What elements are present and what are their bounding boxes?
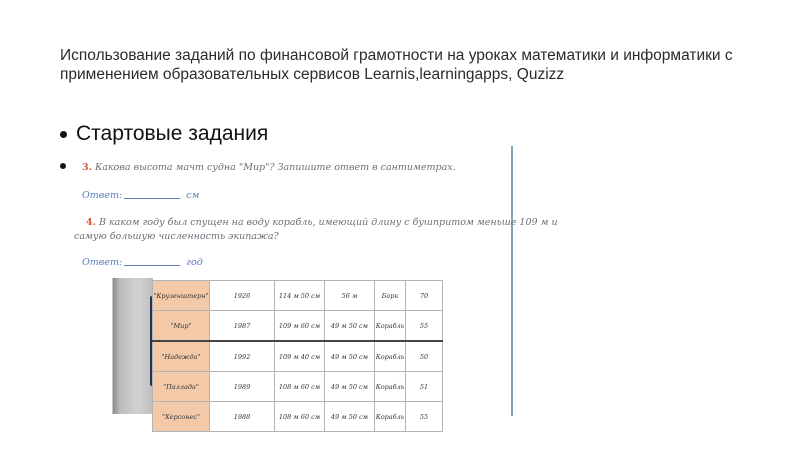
crew-cell: 51 bbox=[406, 372, 443, 402]
question-4 bbox=[74, 216, 558, 244]
crew-cell: 70 bbox=[406, 281, 443, 311]
answer-4-unit: год bbox=[186, 257, 203, 268]
ship-name-cell: "Надежда" bbox=[153, 341, 210, 372]
year-cell: 1992 bbox=[210, 341, 275, 372]
question-4-number: 4. bbox=[86, 217, 96, 228]
type-cell: Корабль bbox=[375, 341, 406, 372]
answer-4-label: Ответ: bbox=[82, 257, 123, 268]
question-4-line1: В каком году был спущен на воду корабль, имеющий длину с бушпритом меньше 109 м и bbox=[98, 217, 558, 228]
mast-height-cell: 49 м 50 см bbox=[325, 341, 375, 372]
bullet-dot-icon bbox=[60, 131, 67, 138]
ship-name-cell: "Крузенштерн" bbox=[153, 281, 210, 311]
ship-name-cell: "Мир" bbox=[153, 311, 210, 342]
answer-3-label: Ответ: bbox=[82, 190, 123, 201]
scan-border bbox=[511, 146, 513, 416]
question-3-text: Какова высота мачт судна "Мир"? Запишите ответ в сантиметрах. bbox=[94, 162, 456, 173]
year-cell: 1926 bbox=[210, 281, 275, 311]
answer-3 bbox=[82, 190, 199, 201]
sub-bullet-dot-icon bbox=[60, 163, 66, 169]
type-cell: Барк bbox=[375, 281, 406, 311]
ship-photo bbox=[98, 278, 153, 414]
length-cell: 108 м 60 см bbox=[275, 372, 325, 402]
crew-cell: 50 bbox=[406, 341, 443, 372]
mast-height-cell: 49 м 50 см bbox=[325, 402, 375, 432]
question-4-line2: самую большую численность экипажа? bbox=[74, 231, 279, 242]
slide-title: Использование заданий по финансовой грамотности на уроках математики и информатики с применением образовательных сервисов Learnis,learningapps, Quzizz bbox=[60, 47, 733, 83]
answer-4-line bbox=[124, 265, 180, 266]
type-cell: Корабль bbox=[375, 311, 406, 342]
table-row bbox=[153, 281, 443, 311]
question-3 bbox=[82, 162, 456, 173]
mast-height-cell: 49 м 50 см bbox=[325, 372, 375, 402]
answer-3-unit: см bbox=[186, 190, 200, 201]
ship-name-cell: "Херсонес" bbox=[153, 402, 210, 432]
table-row bbox=[153, 372, 443, 402]
question-3-number: 3. bbox=[82, 162, 92, 173]
bullet-item bbox=[60, 122, 268, 146]
table-row bbox=[153, 341, 443, 372]
length-cell: 109 м 60 см bbox=[275, 311, 325, 342]
year-cell: 1989 bbox=[210, 372, 275, 402]
type-cell: Корабль bbox=[375, 402, 406, 432]
mast-height-cell: 49 м 50 см bbox=[325, 311, 375, 342]
table-row bbox=[153, 402, 443, 432]
year-cell: 1987 bbox=[210, 311, 275, 342]
year-cell: 1988 bbox=[210, 402, 275, 432]
mast-height-cell: 56 м bbox=[325, 281, 375, 311]
length-cell: 109 м 40 см bbox=[275, 341, 325, 372]
length-cell: 108 м 60 см bbox=[275, 402, 325, 432]
table-row bbox=[153, 311, 443, 342]
length-cell: 114 м 50 см bbox=[275, 281, 325, 311]
answer-4 bbox=[82, 257, 203, 268]
crew-cell: 55 bbox=[406, 402, 443, 432]
crew-cell: 55 bbox=[406, 311, 443, 342]
answer-3-line bbox=[124, 198, 180, 199]
ship-name-cell: "Паллада" bbox=[153, 372, 210, 402]
type-cell: Корабль bbox=[375, 372, 406, 402]
ships-table bbox=[152, 280, 443, 432]
bullet-text: Стартовые задания bbox=[76, 122, 269, 145]
